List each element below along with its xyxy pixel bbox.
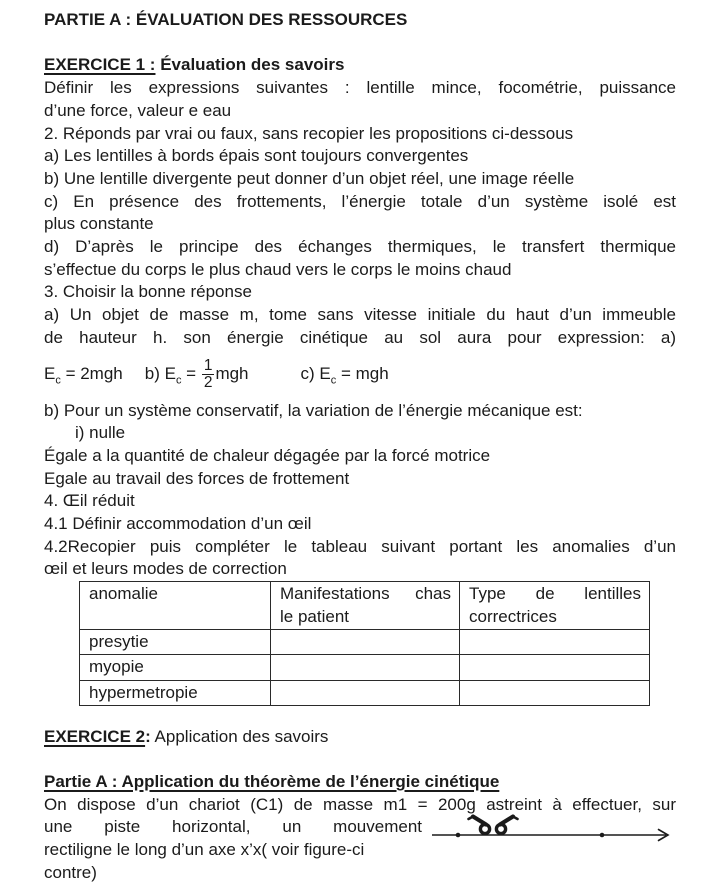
table-row <box>80 629 650 654</box>
body-line: d) D’après le principe des échanges thermiques, le transfert thermique <box>44 237 676 257</box>
axis-dot-left <box>456 833 461 838</box>
body-line: a) Un objet de masse m, tome sans vitesse initiale du haut d’un immeuble <box>44 305 676 325</box>
body-line: 4.1 Définir accommodation d’un œil <box>44 514 312 534</box>
body-line: plus constante <box>44 214 154 234</box>
exercice1-label: EXERCICE 1 : <box>44 55 156 75</box>
table-row <box>80 680 650 705</box>
body-line: a) Les lentilles à bords épais sont toujours convergentes <box>44 146 469 166</box>
axis-dot-right <box>600 833 605 838</box>
body-line: c) En présence des frottements, l’énergie totale d’un système isolé est <box>44 191 676 211</box>
body-line: b) Pour un système conservatif, la variation de l’énergie mécanique est: <box>44 400 583 420</box>
cell-manifestations <box>271 680 460 705</box>
body-line: 3. Choisir la bonne réponse <box>44 282 252 302</box>
body-line: b) Une lentille divergente peut donner d’un objet réel, une image réelle <box>44 168 575 188</box>
header-manifestations: Manifestations chas le patient <box>271 582 460 630</box>
cell-anomalie: myopie <box>80 655 271 680</box>
body-line: rectiligne le long d’un axe x’x( voir figure-ci <box>44 840 365 859</box>
cell-manifestations <box>271 655 460 680</box>
table-row <box>80 655 650 680</box>
header-anomalie: anomalie <box>80 582 271 630</box>
body-line: Egale au travail des forces de frottement <box>44 468 350 488</box>
header-type-lentilles: Type de lentilles correctrices <box>460 582 650 630</box>
fraction-one-half: $\frac{1}{2}$ <box>203 357 213 392</box>
body-line: 4.2Recopier puis compléter le tableau suivant portant les anomalies d’un <box>44 536 676 556</box>
cell-type-lentilles <box>460 655 650 680</box>
cell-anomalie: hypermetropie <box>80 680 271 705</box>
anomalies-table <box>79 581 650 706</box>
cart-icon <box>469 817 518 834</box>
exercice2-title: Application des savoirs <box>150 727 329 747</box>
body-line: d’une force, valeur e eau <box>44 100 232 120</box>
exercice2-colon: : <box>145 727 151 747</box>
cell-type-lentilles <box>460 680 650 705</box>
body-line: Définir les expressions suivantes : lentille mince, focométrie, puissance <box>44 78 676 98</box>
body-line: 2. Réponds par vrai ou faux, sans recopier les propositions ci-dessous <box>44 123 574 143</box>
body-line: i) nulle <box>75 423 126 443</box>
axis-figure-svg <box>430 809 676 851</box>
exercice2-heading <box>44 726 676 749</box>
body-line: Égale a la quantité de chaleur dégagée par la forcé motrice <box>44 445 491 465</box>
partieA-intro-line: On dispose d’un chariot (C1) de masse m1 = 200g astreint à effectuer, sur <box>44 794 676 814</box>
exercice1-heading <box>44 54 676 77</box>
cell-manifestations <box>271 629 460 654</box>
exercice2-label: EXERCICE 2 <box>44 727 146 747</box>
body-line: 4. Œil réduit <box>44 491 135 511</box>
partieA-wrap-section <box>44 816 676 884</box>
part-title: PARTIE A : ÉVALUATION DES RESSOURCES <box>44 10 408 29</box>
body-line: œil et leurs modes de correction <box>44 559 287 579</box>
exercice1-title: Évaluation des savoirs <box>155 55 345 75</box>
formula-row <box>44 350 676 400</box>
cell-type-lentilles <box>460 629 650 654</box>
body-line: s’effectue du corps le plus chaud vers le corps le moins chaud <box>44 259 512 279</box>
partieA-heading: Partie A : Application du théorème de l’énergie cinétique <box>44 771 500 791</box>
partieA-text-column <box>44 816 422 884</box>
chariot-figure <box>430 809 676 856</box>
body-line: une piste horizontal, un mouvement <box>44 817 422 837</box>
table-header-row <box>80 582 650 630</box>
body-line: contre) <box>44 862 97 882</box>
formula-option-a: $E_c = 2mgh$ <box>44 364 123 387</box>
partieA-figure-column <box>422 816 676 884</box>
body-line: de hauteur h. son énergie cinétique au sol aura pour expression: a) <box>44 327 676 347</box>
formula-option-c: c) $E_c$ = mgh <box>300 364 389 387</box>
cell-anomalie: presytie <box>80 629 271 654</box>
formula-option-b: b) $E_c$ = $\frac{1}{2}$ mgh <box>144 357 249 392</box>
